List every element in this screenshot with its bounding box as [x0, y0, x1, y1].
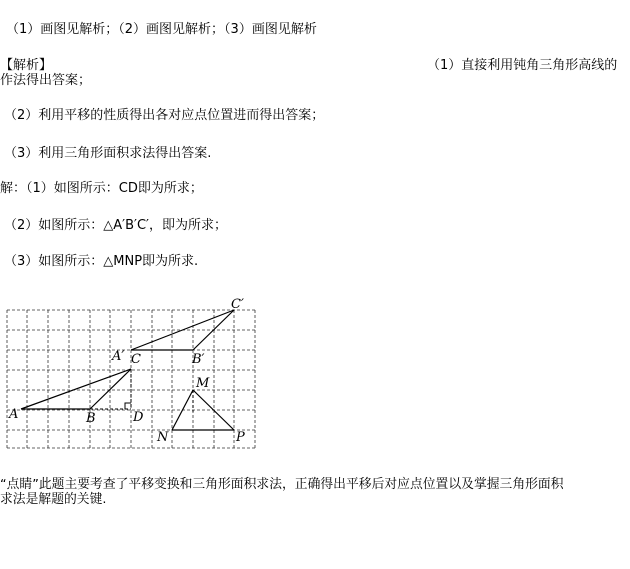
label-p: P — [236, 430, 245, 445]
answer-line: （1）画图见解析；（2）画图见解析；（3）画图见解析 — [6, 22, 317, 37]
comment-line-1: “点睛”此题主要考查了平移变换和三角形面积求法，正确得出平移后对应点位置以及掌握三角形面积 — [0, 477, 564, 492]
analysis-point-2: （2）利用平移的性质得出各对应点位置进而得出答案； — [4, 108, 325, 123]
comment-line-2: 求法是解题的关键. — [0, 492, 107, 507]
solution-part-1: 解：（1）如图所示：CD即为所求； — [0, 181, 203, 196]
analysis-heading: 【解析】 — [0, 58, 53, 73]
analysis-point-1: （1）直接利用钝角三角形高线的 — [427, 58, 618, 73]
solution-part-2: （2）如图所示：△A′B′C′，即为所求； — [4, 218, 228, 233]
solution-part-3: （3）如图所示：△MNP即为所求. — [4, 254, 199, 269]
triangle-abc — [21, 369, 131, 409]
label-b: B — [86, 411, 96, 426]
analysis-point-3: （3）利用三角形面积求法得出答案. — [4, 146, 212, 161]
label-n: N — [157, 430, 169, 445]
label-b-prime: B′ — [192, 352, 205, 367]
label-d: D — [133, 410, 144, 425]
analysis-point-1-cont: 作法得出答案； — [0, 73, 92, 88]
label-a-prime: A′ — [112, 349, 125, 364]
label-c-prime: C′ — [231, 297, 244, 312]
label-a: A — [9, 407, 19, 422]
label-m: M — [196, 376, 210, 391]
grid-figure — [0, 292, 300, 452]
label-c: C — [131, 352, 141, 367]
